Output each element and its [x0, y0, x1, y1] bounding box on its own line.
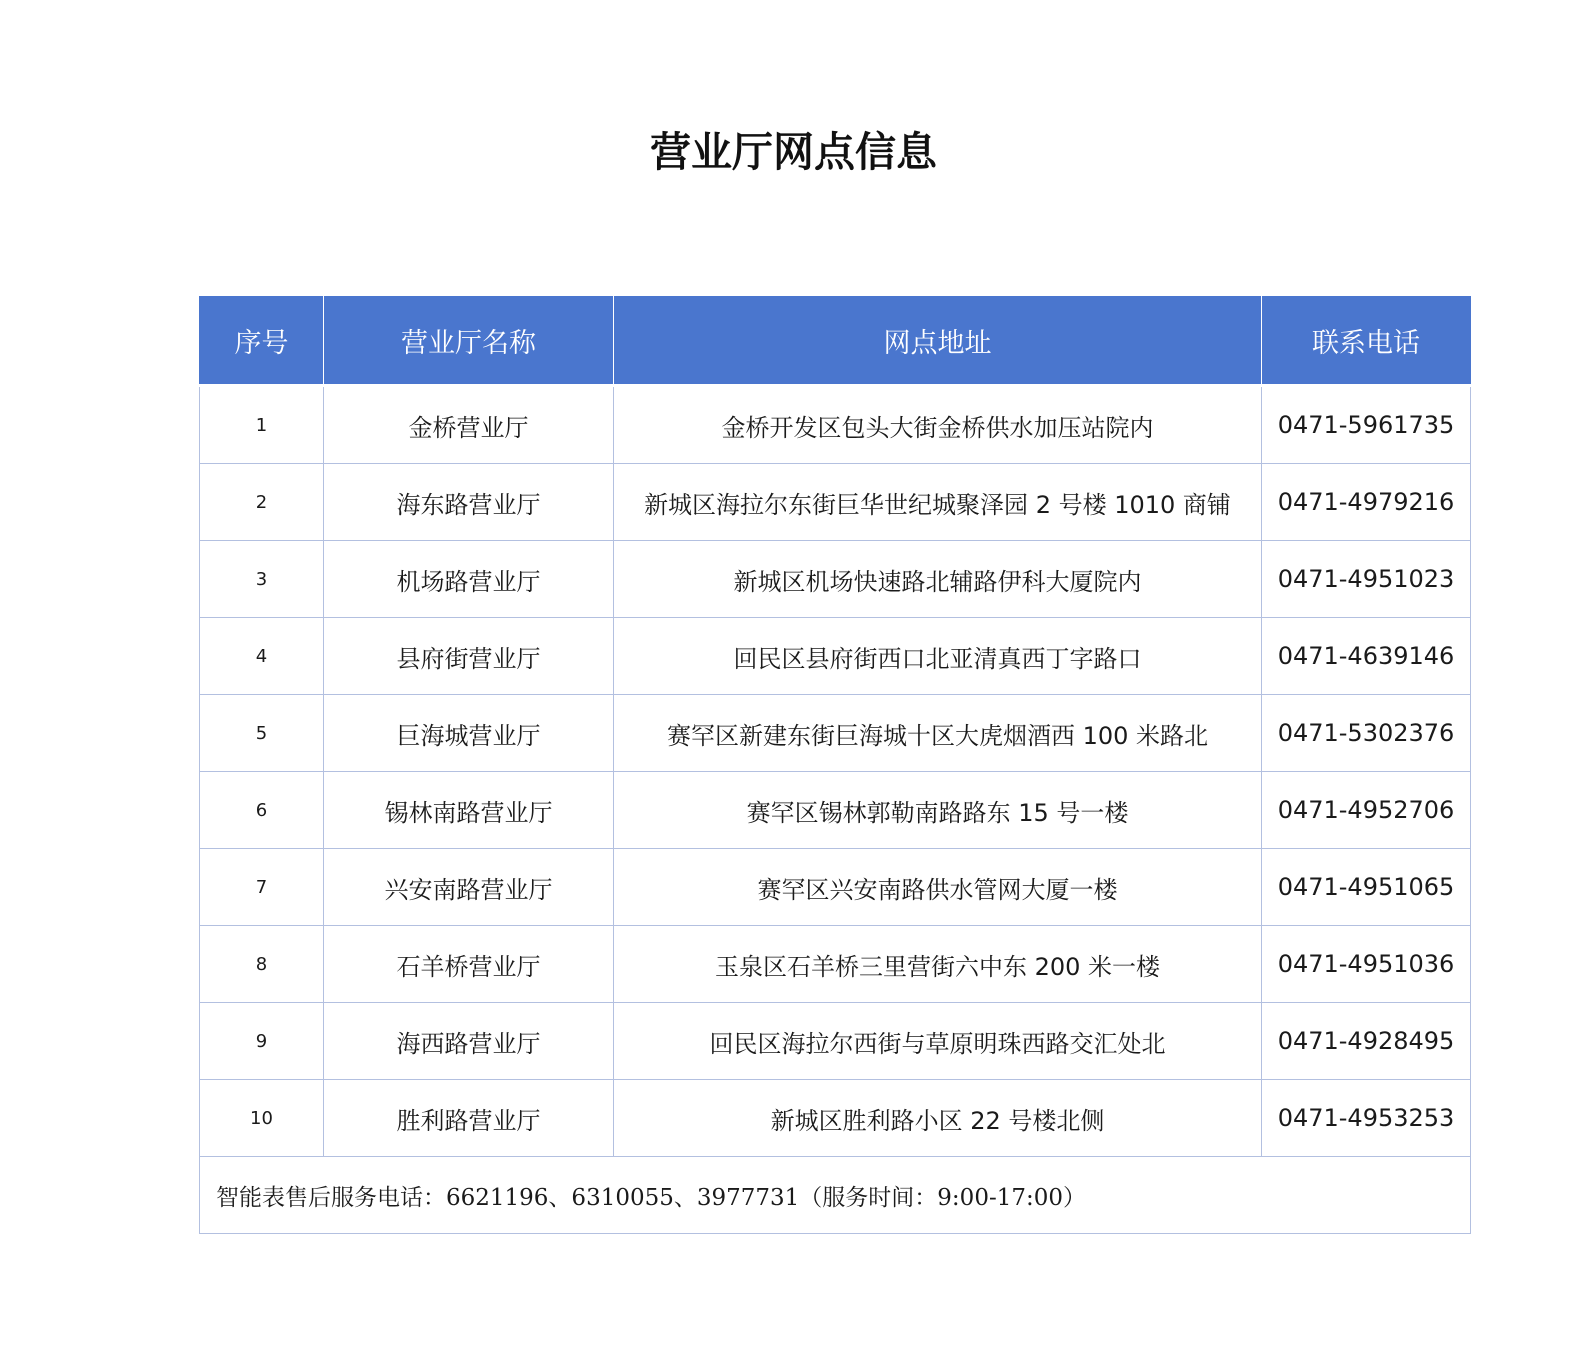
row-name: 金桥营业厅	[324, 386, 614, 464]
table-row	[200, 1003, 1471, 1080]
row-no: 2	[200, 464, 324, 541]
table-row	[200, 1080, 1471, 1157]
row-name: 海东路营业厅	[324, 464, 614, 541]
row-address: 玉泉区石羊桥三里营街六中东 200 米一楼	[614, 926, 1262, 1003]
row-phone: 0471-4951065	[1262, 849, 1471, 926]
row-no: 9	[200, 1003, 324, 1080]
table-row	[200, 849, 1471, 926]
row-name: 机场路营业厅	[324, 541, 614, 618]
row-address: 新城区海拉尔东街巨华世纪城聚泽园 2 号楼 1010 商铺	[614, 464, 1262, 541]
row-no: 4	[200, 618, 324, 695]
page-title: 营业厅网点信息	[650, 128, 937, 176]
header-address: 网点地址	[614, 296, 1262, 386]
row-name: 石羊桥营业厅	[324, 926, 614, 1003]
table-row	[200, 772, 1471, 849]
row-phone: 0471-4951023	[1262, 541, 1471, 618]
row-phone: 0471-4953253	[1262, 1080, 1471, 1157]
row-no: 5	[200, 695, 324, 772]
row-phone: 0471-5961735	[1262, 386, 1471, 464]
row-address: 赛罕区兴安南路供水管网大厦一楼	[614, 849, 1262, 926]
header-phone: 联系电话	[1262, 296, 1471, 386]
row-name: 海西路营业厅	[324, 1003, 614, 1080]
row-name: 锡林南路营业厅	[324, 772, 614, 849]
row-address: 新城区胜利路小区 22 号楼北侧	[614, 1080, 1262, 1157]
row-name: 兴安南路营业厅	[324, 849, 614, 926]
row-no: 3	[200, 541, 324, 618]
row-name: 胜利路营业厅	[324, 1080, 614, 1157]
header-row	[200, 296, 1471, 386]
row-no: 10	[200, 1080, 324, 1157]
service-hotline-note: 智能表售后服务电话：6621196、6310055、3977731（服务时间：9:00-17:00）	[200, 1157, 1471, 1234]
table-row	[200, 618, 1471, 695]
row-phone: 0471-5302376	[1262, 695, 1471, 772]
row-no: 1	[200, 386, 324, 464]
row-address: 赛罕区锡林郭勒南路路东 15 号一楼	[614, 772, 1262, 849]
row-phone: 0471-4951036	[1262, 926, 1471, 1003]
header-name: 营业厅名称	[324, 296, 614, 386]
row-address: 回民区海拉尔西街与草原明珠西路交汇处北	[614, 1003, 1262, 1080]
table-row	[200, 464, 1471, 541]
table-body	[200, 386, 1471, 1157]
table-row	[200, 926, 1471, 1003]
row-phone: 0471-4979216	[1262, 464, 1471, 541]
table-row	[200, 541, 1471, 618]
header-no: 序号	[200, 296, 324, 386]
table-row	[200, 386, 1471, 464]
row-phone: 0471-4928495	[1262, 1003, 1471, 1080]
table-row	[200, 695, 1471, 772]
row-phone: 0471-4639146	[1262, 618, 1471, 695]
row-address: 赛罕区新建东街巨海城十区大虎烟酒西 100 米路北	[614, 695, 1262, 772]
table-header	[200, 296, 1471, 386]
row-address: 回民区县府街西口北亚清真西丁字路口	[614, 618, 1262, 695]
row-address: 金桥开发区包头大街金桥供水加压站院内	[614, 386, 1262, 464]
row-no: 8	[200, 926, 324, 1003]
outlet-table	[199, 296, 1471, 1234]
row-name: 县府街营业厅	[324, 618, 614, 695]
row-phone: 0471-4952706	[1262, 772, 1471, 849]
table-footer	[200, 1157, 1471, 1234]
row-address: 新城区机场快速路北辅路伊科大厦院内	[614, 541, 1262, 618]
row-no: 7	[200, 849, 324, 926]
row-name: 巨海城营业厅	[324, 695, 614, 772]
footer-row	[200, 1157, 1471, 1234]
row-no: 6	[200, 772, 324, 849]
